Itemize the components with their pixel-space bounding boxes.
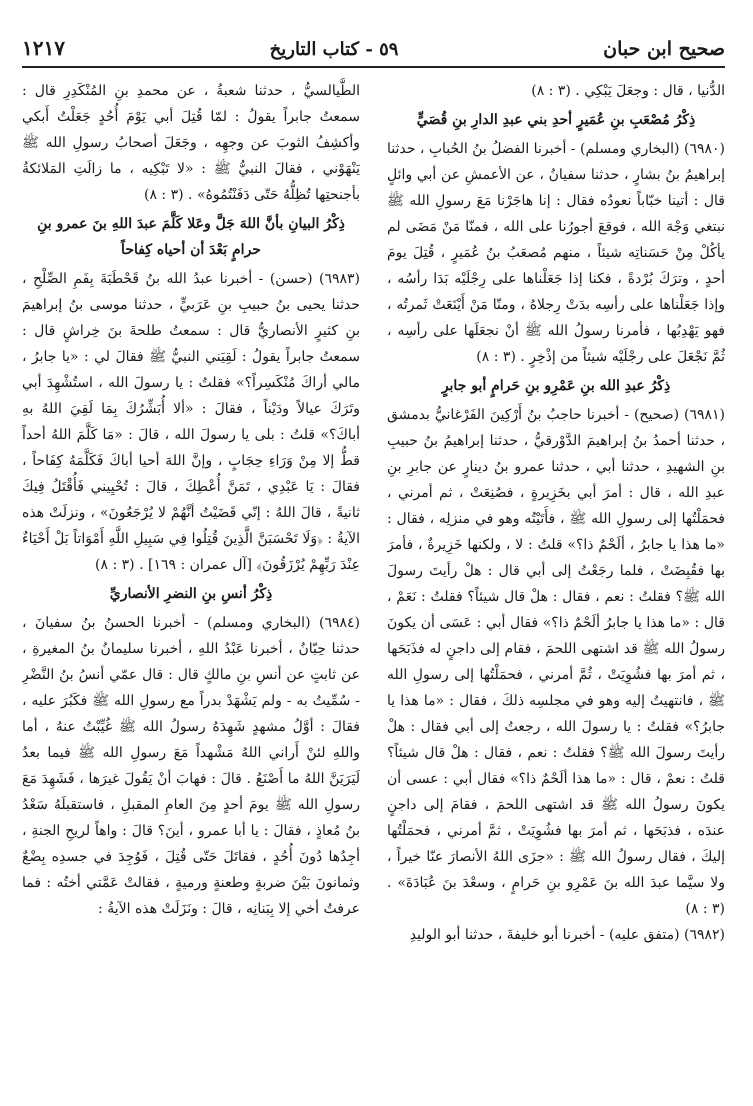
column-text: الطَّيالسيُّ ، حدثنا شعبةُ ، عن محمدِ بنِ المُنْكَدِرِ قال : سمعتُ جابراً يقولُ : لمّا قُتِلَ أبي يَوْمَ أُحُدٍ جَعَلْتُ أَبكي وأكشِفُ الثوبَ عن وجهِه ، وجَعَلَ أصحابُ رسولِ الله ﷺ يَنْهَوْني ، فقالَ النبيُّ ﷺ : «لا تَبْكِيه ، ما زالَتِ المَلائكةُ بأجنحتِها تُظِلُّهُ حَتّى دَفَنْتُمُوهُ» . (٣ : ٨) [22, 83, 360, 203]
left-column [22, 78, 360, 1088]
chapter-title: ٥٩ - كتاب التاريخ [269, 39, 399, 60]
right-column [387, 78, 725, 1088]
section-heading: ذِكْرُ عبدِ الله بنِ عَمْرِو بنِ حَرامٍ أبو جابرٍ [441, 378, 671, 394]
column-text: الدُّنيا ، قال : وجعَلَ يَبْكِي . (٣ : ٨) [531, 83, 725, 99]
hadith-text: (٦٩٨٣) (حسن) - أخبرنا عبدُ الله بنُ قَحْطَبَةَ بِفَمِ الصِّلْحِ ، حدثنا يحيى بنُ حبيبِ بنِ عَرَبيٍّ ، حدثنا موسى بنُ إبراهيمَ بنِ كثيرٍ الأنصاريُّ قال : سمعتُ طلحةَ بنَ خِراشٍ قال : سمعتُ جابراً يقولُ : لَقِيَني النبيُّ ﷺ فقالَ لي : «يا جابرُ ، مالي أراكَ مُنْكَسِراً؟» فقلتُ : يا رسولَ الله ، استُشْهِدَ أبي وتَرَكَ عيالاً ودَيْناً ، فقالَ : «ألا أُبَشِّرُكَ بِمَا لَقِيَ اللهُ بهِ أباكَ؟» قلتُ : بلى يا رسولَ الله ، قالَ : «مَا كَلَّمَ اللهُ أحداً قطُّ إلا مِنْ وَرَاءِ حِجَابٍ ، وإنَّ اللهَ أحيا أباكَ فَكَلَّمَهُ كِفَاحاً ، فقالَ : يَا عَبْدِي ، تَمَنَّ أُعْطِكَ ، قالَ : تُحْيِيني فَأُقْتَلُ فِيكَ ثانيةً ، قالَ اللهُ : إنّي قَضَيْتُ أنَّهُمْ لا يُرْجَعُونَ» ، ونزلَتْ هذه الآيةُ : ﴿وَلَا تَحْسَبَنَّ الَّذِينَ قُتِلُوا فِي سَبِيلِ اللَّهِ أَمْوَاتاً بَلْ أَحْيَاءٌ عِنْدَ رَبِّهِمْ يُرْزَقُونَ﴾ [آل عمران : ١٦٩] . (٣ : ٨) [22, 271, 360, 573]
section-heading: ذِكْرُ أنسِ بنِ النضرِ الأنصاريِّ [109, 586, 273, 602]
hadith-text: (٦٩٨٠) (البخاري ومسلم) - أخبرنا الفضلُ بنُ الحُبابِ ، حدثنا إبراهيمُ بنُ بشارٍ ، حدثنا سفيانُ ، عن الأعمشِ عن أبي وائلٍ قال : أتينا خبّاباً نعودُه فقال : إنا هاجَرْنا مَعَ رسولِ الله ﷺ نبتغي وَجْهَ الله ، فوقعَ أجورُنا على الله ، فمنّا مَنْ مَضَى لم يأكُلْ مِنْ حَسَناتِه شيئاً ، منهم مُصعَبُ بنُ عُمَيرٍ ، قُتِلَ يومَ أحدٍ ، وترَكَ بُرْدةً ، فكنا إذا جَعَلْناها على رِجْلَيْه بَدَا رأسُه ، وإذا جَعَلْناها على رأسِه بدَتْ رِجلاهُ ، ومنّا مَنْ أَيْنَعَتْ ثَمرتُه ، فهو يَهْدِبُها ، فأمرنا رسولُ الله ﷺ أنْ نجعَلَها على رأسِه ، ثُمَّ نَجْعَلَ على رجْلَيْه شيئاً من إذْخِرٍ . (٣ : ٨) [387, 141, 725, 365]
section-heading: ذِكْرُ البيانِ بأنَّ اللهَ جَلَّ وعَلا كَلَّمَ عبدَ اللهِ بنَ عمرو بنِ حرامٍ بَعْدَ أن أحياه كِفاحاً [37, 216, 345, 258]
page-number: ١٢١٧ [22, 36, 65, 60]
book-title: صحيح ابن حبان [603, 38, 725, 60]
hadith-text: (٦٩٨١) (صحيح) - أخبرنا حاجبُ بنُ أَرْكِينَ الفَرْغانيُّ بدمشق ، حدثنا أحمدُ بنُ إبراهيمَ الدَّوْرقيُّ ، حدثنا إبراهيمُ بنُ حبيبِ بنِ الشهيدِ ، حدثنا أبي ، حدثنا عمرو بنُ دينارٍ عن جابرِ بنِ عبدِ الله ، قال : أمرَ أبي بخَزِيرةٍ ، فصُنِعَتْ ، ثم أمرني ، فحمَلْتُها إلى رسولِ الله ﷺ ، فأَتَيْتُه وهو في منزلِه ، فقال : «ما هذا يا جابرُ ، ألَحْمٌ ذا؟» قلتُ : لا ، ولكنها خَزِيرةٌ ، فأمرَ بها فقُبِضَتْ ، فلما رجَعْتُ إلى أبي قال : هلْ رأيتَ رسولَ الله ﷺ؟ فقلتُ : نعم ، فقال : هلْ قال شيئاً؟ فقلتُ : نَعَمْ ، قال : «ما هذا يا جابرُ ألَحْمٌ ذا؟» فقال أبي : عَسَى أن يكونَ رسولُ الله ﷺ قد اشتهى اللحمَ ، فقام إلى داجنٍ له فذَبَحَها ، ثم أمرَ بها فشُوِيَتْ ، ثُمَّ أمرني ، فحمَلْتُها إلى رسولِ الله ﷺ ، فانتهيتُ إليه وهو في مجلسِه ذلكَ ، فقال : «ما هذا يا جابرُ؟» فقلتُ : يا رسولَ الله ، رجعتُ إلى أبي فقال : هلْ رأيتَ رسولَ الله ﷺ؟ فقلتُ : نعم ، فقال : هلْ قال شيئاً؟ قلتُ : نعمْ ، قال : «ما هذا ألَحْمٌ ذا؟» فقال أبي : عسى أن يكونَ رسولُ الله ﷺ قد اشتهى اللحمَ ، فقامَ إلى داجنٍ عندَه ، فذبَحَها ، ثم أمرَ بها فشُوِيَتْ ، ثمَّ أمرني ، فحمَلْتُها إليكَ ، فقال رسولُ الله ﷺ : «جزَى اللهُ الأنصارَ عنّا خيراً ، ولا سيَّما عبدَ الله بنَ عَمْرِو بنِ حَرامٍ ، وسعْدَ بنَ عُبَادَةَ» . (٣ : ٨) [387, 407, 725, 917]
page-header [22, 28, 725, 68]
section-heading: ذِكْرُ مُصْعَبِ بنِ عُمَيرٍ أحدِ بني عبدِ الدارِ بنِ قُصَيٍّ [416, 112, 696, 128]
hadith-text: (٦٩٨٤) (البخاري ومسلم) - أخبرنا الحسنُ بنُ سفيانَ ، حدثنا حِبّانُ ، أخبرنا عَبْدُ اللهِ ، أخبرنا سليمانُ بنُ المغيرةِ ، عن ثابتٍ عن أنسِ بنِ مالكٍ قال : قال عمّي أنسُ بنُ النَّضْرِ - سُمِّيتُ به - ولم يَشْهَدْ بدراً مع رسولِ الله ﷺ فكَبُرَ عليه ، فقالَ : أوَّلُ مشهدٍ شَهِدَهُ رسولُ الله ﷺ غُيِّبْتُ عنهُ ، أما واللهِ لئنْ أَراني اللهُ مَشْهداً مَعَ رسولِ الله ﷺ فيما بعدُ لَيَرَيَنَّ اللهُ ما أَصْنَعُ . قالَ : فهابَ أنْ يَقُولَ غيرَها ، فَشَهِدَ مَعَ رسولِ الله ﷺ يومَ أحدٍ مِنَ العامِ المقبلِ ، فاستقبلَهُ سَعْدُ بنُ مُعاذٍ ، فقالَ : يا أبا عمرو ، أينَ؟ قالَ : واهاً لريحِ الجنةِ ، أجِدُها دُونَ أُحُدٍ ، فقاتَلَ حَتّى قُتِلَ ، فَوُجِدَ في جسدِه بِضْعٌ وثمانونَ بَيْنَ ضربةٍ وطعنةٍ ورميةٍ ، فقالتْ عَمَّتي أختُه : فما عرفتُ أخي إلا بِبَنانِه ، قالَ : ونَزَلَتْ هذه الآيةُ : [22, 615, 360, 917]
hadith-text: (٦٩٨٢) (متفق عليه) - أخبرنا أبو خليفةَ ، حدثنا أبو الوليدِ [409, 927, 725, 943]
